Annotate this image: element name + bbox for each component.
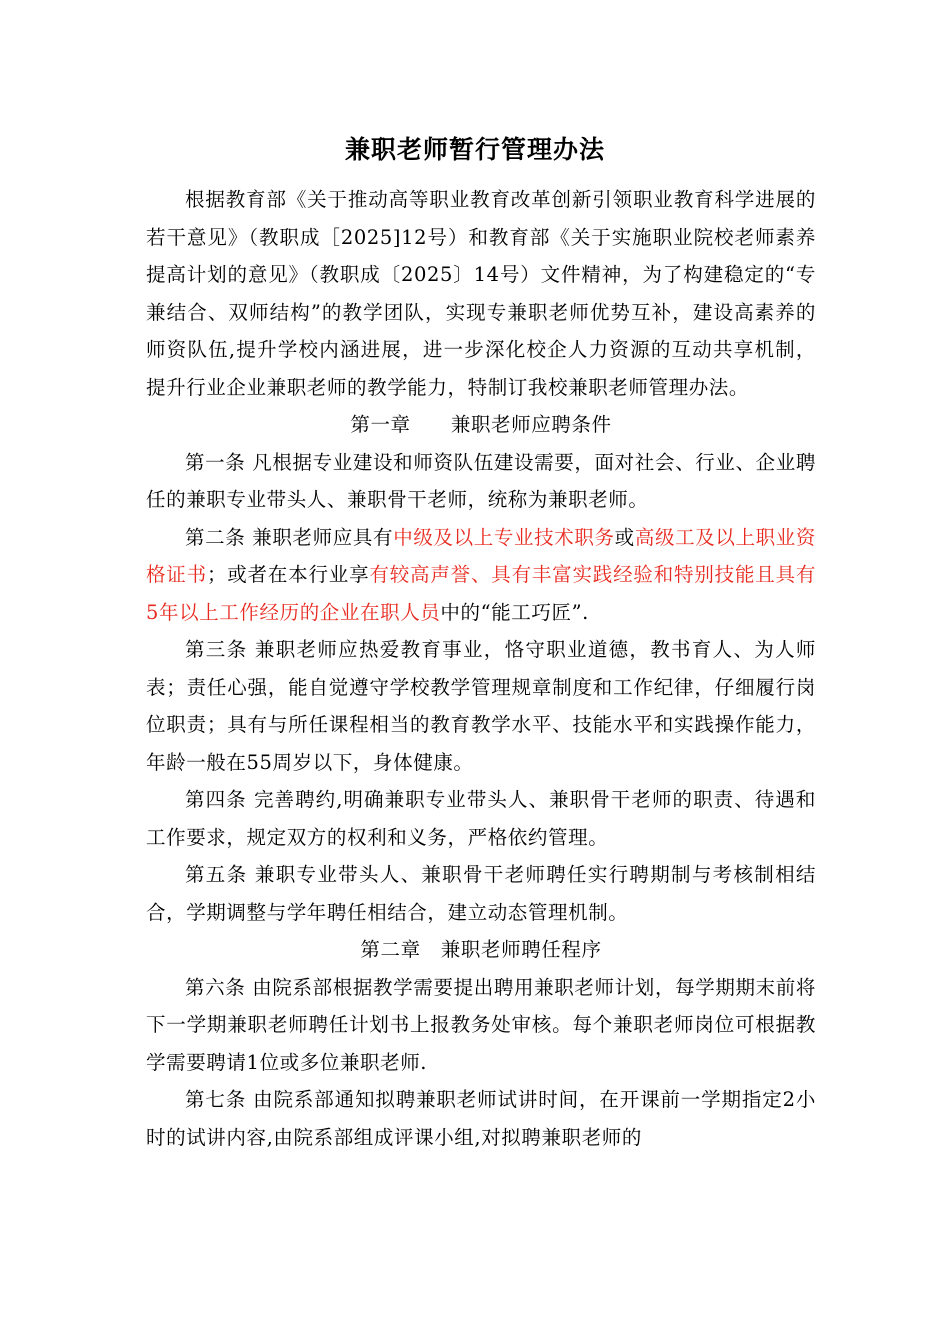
article-7: 第七条 由院系部通知拟聘兼职老师试讲时间，在开课前一学期指定2小时的试讲内容,由院系部组成评课小组,对拟聘兼职老师的	[146, 1088, 816, 1149]
article-2-text-3: ；或者在本行业享	[206, 563, 370, 586]
article-2-highlight-2: 高级工及以上职业资格证书	[146, 525, 816, 586]
chapter-2-heading: 第二章 兼职老师聘任程序	[360, 938, 602, 961]
article-6: 第六条 由院系部根据教学需要提出聘用兼职老师计划，每学期期末前将下一学期兼职老师聘任计划书上报教务处审核。每个兼职老师岗位可根据教学需要聘请1位或多位兼职老师.	[146, 975, 816, 1074]
article-2-text-1: 第二条 兼职老师应具有	[185, 525, 394, 549]
article-3: 第三条 兼职老师应热爱教育事业，恪守职业道德，教书育人、为人师表；责任心强，能自觉遵守学校教学管理规章制度和工作纪律，仔细履行岗位职责；具有与所任课程相当的教育教学水平、技能水平和实践操作能力，年龄一般在55周岁以下，身体健康。	[146, 638, 816, 774]
article-2-highlight-3: 有较高声誉、具有丰富实践经验和特别技能且具有5年以上工作经历的企业在职人员	[146, 563, 816, 624]
article-2-text-2: 或	[614, 525, 635, 549]
document-title: 兼职老师暂行管理办法	[344, 135, 605, 164]
chapter-1-heading: 第一章 兼职老师应聘条件	[350, 413, 612, 436]
article-2	[146, 519, 816, 632]
article-4: 第四条 完善聘约,明确兼职专业带头人、兼职骨干老师的职责、待遇和工作要求，规定双方的权利和义务，严格依约管理。	[146, 788, 816, 849]
document-body	[146, 181, 816, 1156]
article-5: 第五条 兼职专业带头人、兼职骨干老师聘任实行聘期制与考核制相结合，学期调整与学年聘任相结合，建立动态管理机制。	[146, 863, 816, 924]
article-1: 第一条 凡根据专业建设和师资队伍建设需要，面对社会、行业、企业聘任的兼职专业带头人、兼职骨干老师，统称为兼职老师。	[146, 450, 816, 511]
article-2-text-4: 中的“能工巧匠”.	[440, 600, 589, 624]
article-2-highlight-1: 中级及以上专业技术职务	[393, 525, 615, 549]
intro-paragraph: 根据教育部《关于推动高等职业教育改革创新引领职业教育科学进展的若干意见》（教职成［2025]12号）和教育部《关于实施职业院校老师素养提高计划的意见》（教职成〔2025〕14号）文件精神，为了构建稳定的“专兼结合、双师结构”的教学团队，实现专兼职老师优势互补，建设高素养的师资队伍,提升学校内涵进展，进一步深化校企人力资源的互动共享机制，提升行业企业兼职老师的教学能力，特制订我校兼职老师管理办法。	[146, 188, 816, 399]
